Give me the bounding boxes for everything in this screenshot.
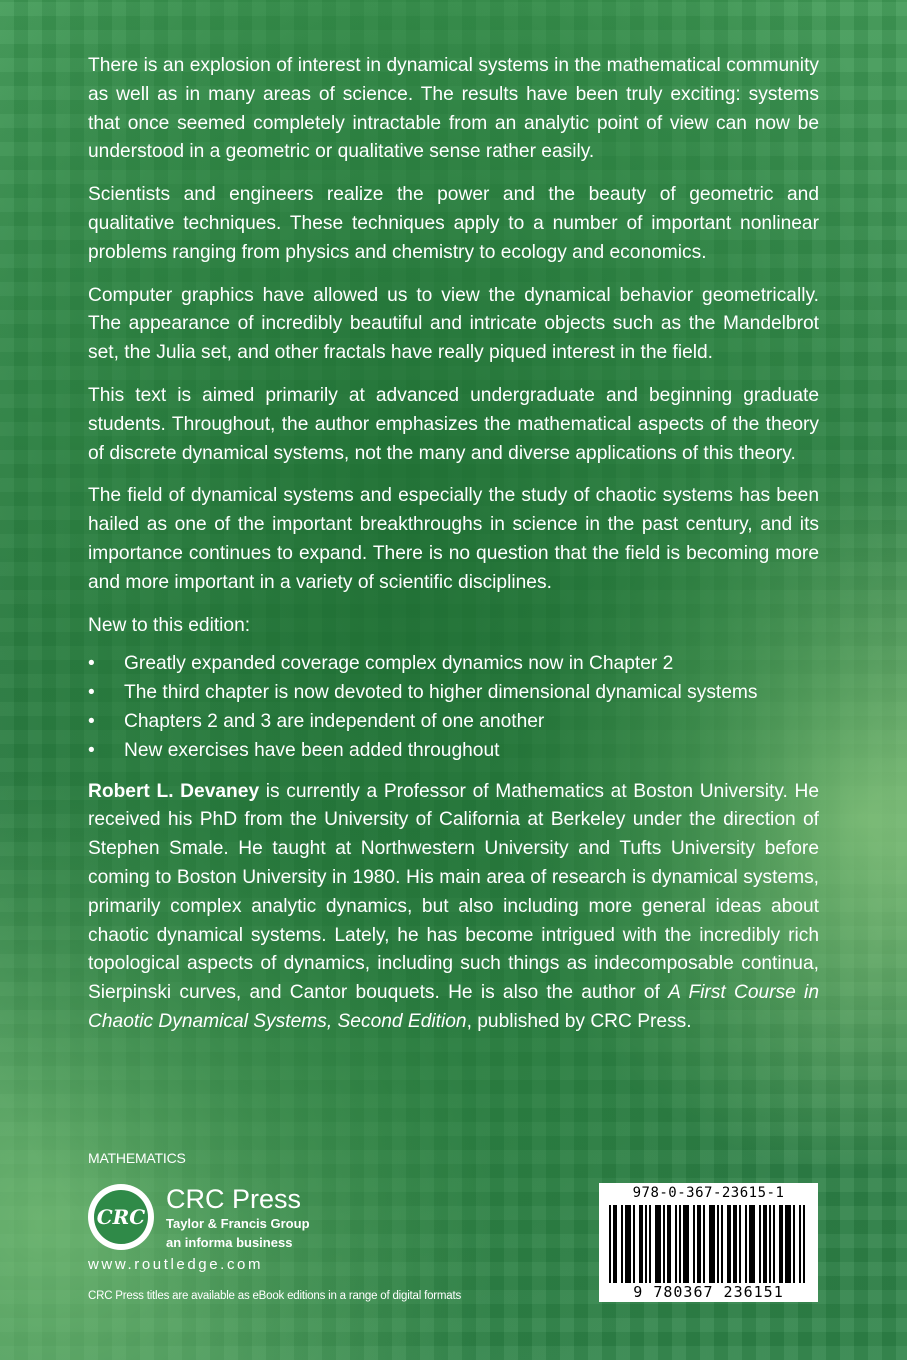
barcode-bar [727, 1205, 729, 1283]
bullet-icon: • [88, 653, 95, 675]
book-title: A First Course in Chaotic Dynamical Systems, Second Edition [88, 982, 819, 1032]
barcode-bar [803, 1205, 805, 1283]
barcode-bar [789, 1205, 791, 1283]
barcode-bar [613, 1205, 615, 1283]
new-edition-heading: New to this edition: [88, 614, 251, 636]
barcode-bar [615, 1205, 617, 1283]
barcode-bar [609, 1205, 611, 1283]
barcode-bar [779, 1205, 781, 1283]
barcode-bar [781, 1205, 783, 1283]
barcode-bar [641, 1205, 643, 1283]
author-bio: Robert L. Devaney is currently a Professor of Mathematics at Boston University. He received his PhD from the University of California at Berkeley under the direction of Stephen Smale. He taught at Northwestern University and Tufts University before coming to Boston University in 1980. His main area of research is dynamical systems, primarily complex analytic dynamics, but also including more general ideas about chaotic dynamical systems. Lately, he has become intrigued with the incredibly rich topological aspects of dynamics, including such things as indecomposable continua, Sierpinski curves, and Cantor bouquets. He is also the author of A First Course in Chaotic Dynamical Systems, Second Edition, published by CRC Press. [88, 780, 819, 1032]
barcode-bar [735, 1205, 737, 1283]
ebook-note: CRC Press titles are available as eBook editions in a range of digital formats [88, 1290, 462, 1302]
isbn-text-top: 978-0-367-23615-1 [632, 1185, 785, 1201]
publisher-website: www.routledge.com [88, 1256, 264, 1273]
barcode-bar [621, 1205, 623, 1283]
bullet-icon: • [88, 682, 95, 704]
barcode-bar [703, 1205, 705, 1283]
barcode-bar [699, 1205, 701, 1283]
crc-logo-icon: CRC [88, 1184, 154, 1250]
list-item: • New exercises have been added throughout [88, 737, 819, 766]
barcode-bar [663, 1205, 665, 1283]
barcode-bar [679, 1205, 681, 1283]
barcode-bar [629, 1205, 631, 1283]
barcode-bar [627, 1205, 629, 1283]
paragraph-intro: There is an explosion of interest in dynamical systems in the mathematical community as well as in many areas of science. The results have been truly exciting: systems that once seemed completely intractable from an analytic point of view can now be understood in a geometric or qualitative sense rather easily. [88, 55, 819, 163]
isbn-text-bottom: 9 780367 236151 [599, 1283, 818, 1301]
barcode-bar [633, 1205, 635, 1283]
barcode-bar [669, 1205, 671, 1283]
barcode-bar [785, 1205, 787, 1283]
barcode-bar [765, 1205, 767, 1283]
list-item: • Chapters 2 and 3 are independent of one another [88, 708, 819, 737]
barcode-bar [799, 1205, 801, 1283]
paragraph-graphics: Computer graphics have allowed us to view the dynamical behavior geometrically. The appearance of incredibly beautiful and intricate objects such as the Mandelbrot set, the Julia set, and other fractals have really piqued interest in the field. [88, 284, 819, 364]
barcode-bar [697, 1205, 699, 1283]
barcode-bar [711, 1205, 713, 1283]
barcode-bar [685, 1205, 687, 1283]
publisher-name: CRC Press [166, 1184, 302, 1214]
barcode-bar [787, 1205, 789, 1283]
paragraph-importance: The field of dynamical systems and especially the study of chaotic systems has been hailed as one of the important breakthroughs in science in the past century, and its importance continues to expand. There is no question that the field is becoming more and more important in a variety of scientific disciplines. [88, 485, 819, 593]
barcode-bar [773, 1205, 775, 1283]
barcode-bar [645, 1205, 647, 1283]
barcode-bar [717, 1205, 719, 1283]
publisher-group: Taylor & Francis Group [166, 1216, 310, 1231]
barcode-bar [739, 1205, 741, 1283]
barcode-bar [749, 1205, 751, 1283]
barcode-bar [751, 1205, 753, 1283]
back-cover-text [88, 52, 819, 1051]
barcode-bar [667, 1205, 669, 1283]
barcode-bar [709, 1205, 711, 1283]
list-item: • The third chapter is now devoted to higher dimensional dynamical systems [88, 679, 819, 708]
bullet-icon: • [88, 710, 95, 732]
barcode-bar [759, 1205, 761, 1283]
bullet-icon: • [88, 739, 95, 761]
barcode-bar [687, 1205, 689, 1283]
barcode-bar [793, 1205, 795, 1283]
barcode-bars-icon [609, 1205, 808, 1285]
barcode-bar [657, 1205, 659, 1283]
author-name: Robert L. Devaney [88, 780, 260, 802]
barcode-bar [729, 1205, 731, 1283]
paragraph-audience: This text is aimed primarily at advanced undergraduate and beginning graduate students. Throughout, the author emphasizes the mathematical aspects of the theory of discrete dynamical systems, not the many and diverse applications of this theory. [88, 384, 819, 464]
barcode-bar [693, 1205, 695, 1283]
paragraph-techniques: Scientists and engineers realize the power and the beauty of geometric and qualitative techniques. These techniques apply to a number of important nonlinear problems ranging from physics and chemistry to ecology and economics. [88, 184, 819, 263]
isbn-barcode [599, 1183, 818, 1302]
new-edition-list [88, 650, 819, 765]
barcode-bar [763, 1205, 765, 1283]
barcode-bar [659, 1205, 661, 1283]
barcode-bar [683, 1205, 685, 1283]
barcode-bar [675, 1205, 677, 1283]
barcode-bar [753, 1205, 755, 1283]
barcode-bar [649, 1205, 651, 1283]
barcode-bar [745, 1205, 747, 1283]
barcode-bar [639, 1205, 641, 1283]
barcode-bar [625, 1205, 627, 1283]
barcode-bar [733, 1205, 735, 1283]
list-item: • Greatly expanded coverage complex dynamics now in Chapter 2 [88, 650, 819, 679]
barcode-bar [769, 1205, 771, 1283]
subject-category: MATHEMATICS [88, 1150, 186, 1166]
barcode-bar [721, 1205, 723, 1283]
barcode-bar [655, 1205, 657, 1283]
barcode-bar [713, 1205, 715, 1283]
publisher-logo [88, 1182, 348, 1252]
publisher-informa: an informa business [166, 1235, 293, 1250]
